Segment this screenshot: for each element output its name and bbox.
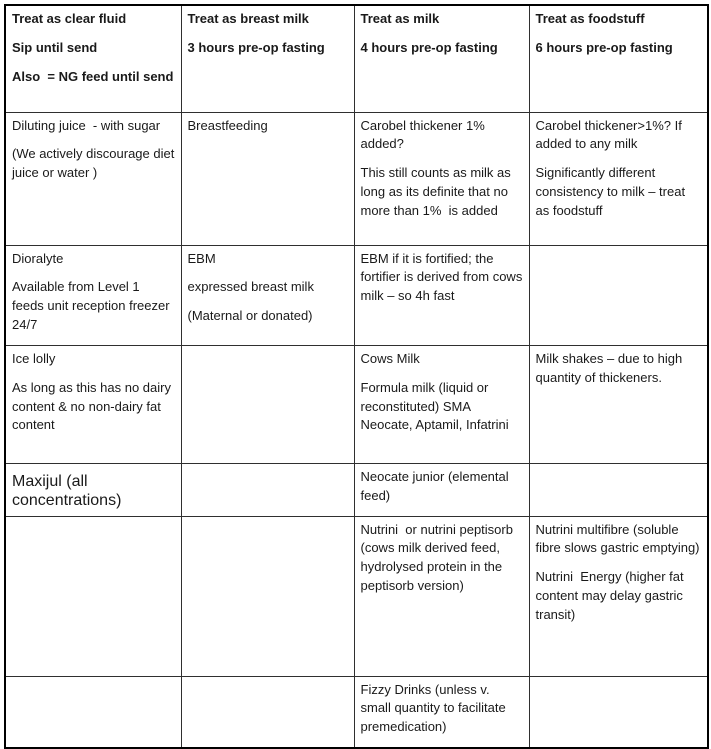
header-text: Treat as foodstuff [535,11,645,26]
cell-paragraph: Formula milk (liquid or reconstituted) SMA Neocate, Aptamil, Infatrini [360,379,509,433]
header-cell-milk [354,5,529,112]
cell-paragraph: As long as this has no dairy content & no non-dairy fat content [12,379,175,433]
header-text: 6 hours pre-op fasting [535,39,673,55]
table-cell [181,463,354,516]
fasting-guidance-table [4,4,709,749]
header-text: Treat as breast milk [187,11,309,26]
table-row-maxijul [5,463,708,516]
table-cell [5,245,181,345]
table-cell [181,345,354,463]
cell-paragraph: Ice lolly [12,350,56,366]
table-cell [5,676,181,748]
header-cell-clear-fluid [5,5,181,112]
header-text: 4 hours pre-op fasting [360,39,498,55]
table-cell [181,245,354,345]
table-row-fizzy-drinks [5,676,708,748]
cell-paragraph: Milk shakes – due to high quantity of thickeners. [535,350,686,385]
table-cell [529,245,708,345]
table-cell [5,112,181,245]
table-cell [354,676,529,748]
header-text: Also = NG feed until send [12,68,174,84]
cell-paragraph: Significantly different consistency to milk – treat as foodstuff [535,165,689,218]
table-cell [181,112,354,245]
cell-paragraph: Dioralyte [12,250,64,266]
header-text: Sip until send [12,39,98,55]
table-cell [181,676,354,748]
cell-paragraph: Maxijul (all concentrations) [12,472,122,510]
table-cell [354,345,529,463]
table-cell [5,463,181,516]
table-cell [529,345,708,463]
table-cell [5,516,181,676]
header-cell-breast-milk [181,5,354,112]
cell-paragraph: Breastfeeding [187,117,268,133]
table-cell [354,516,529,676]
cell-paragraph: Nutrini or nutrini peptisorb (cows milk derived feed, hydrolysed protein in the peptisorb version) [360,521,517,594]
header-text: 3 hours pre-op fasting [187,39,325,55]
table-cell [529,516,708,676]
cell-paragraph: expressed breast milk [187,279,314,295]
header-cell-foodstuff [529,5,708,112]
cell-paragraph: Fizzy Drinks (unless v. small quantity to facilitate premedication) [360,681,510,735]
table-cell [529,112,708,245]
cell-paragraph: Nutrini multifibre (soluble fibre slows gastric emptying) [535,521,700,556]
table-cell [529,676,708,748]
cell-paragraph: EBM [187,250,216,266]
table-cell [529,463,708,516]
table-row-diluting-juice [5,112,708,245]
table-row-dioralyte [5,245,708,345]
table-cell [5,345,181,463]
cell-paragraph: Diluting juice - with sugar [12,117,161,133]
table-cell [354,112,529,245]
table-row-ice-lolly [5,345,708,463]
table-row-nutrini [5,516,708,676]
cell-paragraph: Nutrini Energy (higher fat content may delay gastric transit) [535,569,688,622]
cell-paragraph: Carobel thickener 1% added? [360,117,489,152]
header-text: Treat as clear fluid [12,11,127,26]
cell-paragraph: Neocate junior (elemental feed) [360,468,513,503]
table-cell [181,516,354,676]
cell-paragraph: EBM if it is fortified; the fortifier is derived from cows milk – so 4h fast [360,250,526,304]
table-cell [354,463,529,516]
cell-paragraph: Carobel thickener>1%? If added to any milk [535,117,686,152]
cell-paragraph: (Maternal or donated) [187,308,313,324]
header-text: Treat as milk [360,11,440,26]
cell-paragraph: (We actively discourage diet juice or water ) [12,146,178,181]
cell-paragraph: Cows Milk [360,350,420,366]
header-row [5,5,708,112]
cell-paragraph: This still counts as milk as long as its definite that no more than 1% is added [360,165,515,218]
cell-paragraph: Available from Level 1 feeds unit reception freezer 24/7 [12,279,174,333]
table-cell [354,245,529,345]
